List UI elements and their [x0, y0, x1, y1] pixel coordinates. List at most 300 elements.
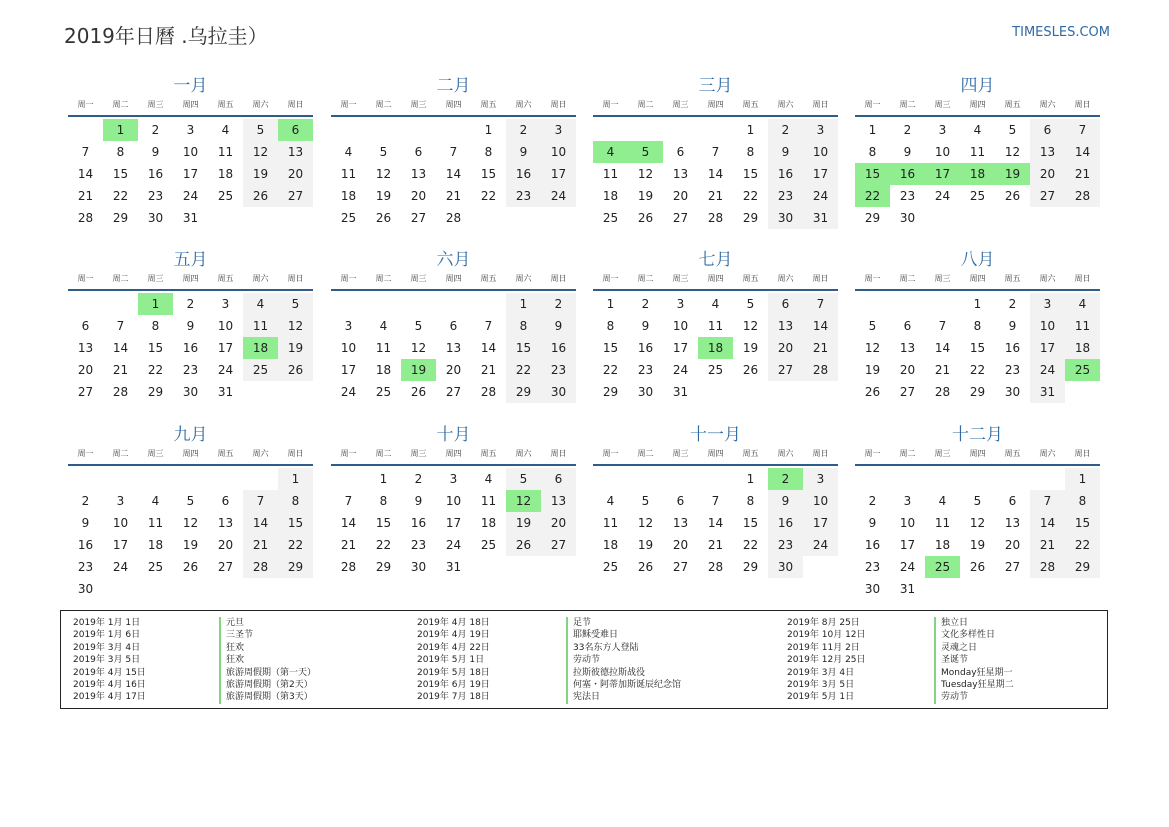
day-cell[interactable]: 4	[711, 297, 720, 311]
day-cell[interactable]: 30	[637, 385, 654, 399]
day-cell[interactable]: 13	[445, 341, 462, 355]
day-cell[interactable]: 5	[243, 119, 278, 141]
day-cell[interactable]: 19	[506, 512, 541, 534]
day-cell[interactable]: 3	[221, 297, 230, 311]
day-cell[interactable]: 1	[278, 468, 313, 490]
day-cell[interactable]: 11	[243, 315, 278, 337]
day-cell[interactable]: 9	[768, 490, 803, 512]
day-cell[interactable]: 20	[768, 337, 803, 359]
day-cell[interactable]: 14	[1030, 512, 1065, 534]
day-cell[interactable]: 18	[602, 538, 619, 552]
holiday-day-cell[interactable]: 4	[593, 141, 628, 163]
day-cell[interactable]: 24	[803, 185, 838, 207]
day-cell[interactable]: 24	[803, 534, 838, 556]
day-cell[interactable]: 14	[77, 167, 94, 181]
day-cell[interactable]: 5	[746, 297, 755, 311]
day-cell[interactable]: 19	[969, 538, 986, 552]
day-cell[interactable]: 30	[410, 560, 427, 574]
day-cell[interactable]: 15	[742, 167, 759, 181]
day-cell[interactable]: 3	[903, 494, 912, 508]
day-cell[interactable]: 24	[672, 363, 689, 377]
day-cell[interactable]: 6	[1030, 119, 1065, 141]
day-cell[interactable]: 17	[445, 516, 462, 530]
day-cell[interactable]: 2	[186, 297, 195, 311]
day-cell[interactable]: 31	[899, 582, 916, 596]
day-cell[interactable]: 4	[344, 145, 353, 159]
day-cell[interactable]: 28	[1030, 556, 1065, 578]
day-cell[interactable]: 29	[742, 560, 759, 574]
day-cell[interactable]: 28	[707, 211, 724, 225]
day-cell[interactable]: 11	[480, 494, 497, 508]
day-cell[interactable]: 2	[541, 293, 576, 315]
day-cell[interactable]: 22	[147, 363, 164, 377]
day-cell[interactable]: 16	[77, 538, 94, 552]
day-cell[interactable]: 7	[711, 494, 720, 508]
day-cell[interactable]: 25	[217, 189, 234, 203]
day-cell[interactable]: 25	[969, 189, 986, 203]
day-cell[interactable]: 27	[1004, 560, 1021, 574]
day-cell[interactable]: 2	[903, 123, 912, 137]
day-cell[interactable]: 22	[278, 534, 313, 556]
day-cell[interactable]: 2	[506, 119, 541, 141]
day-cell[interactable]: 11	[602, 516, 619, 530]
day-cell[interactable]: 17	[340, 363, 357, 377]
day-cell[interactable]: 16	[506, 163, 541, 185]
day-cell[interactable]: 27	[217, 560, 234, 574]
day-cell[interactable]: 7	[243, 490, 278, 512]
holiday-day-cell[interactable]: 17	[925, 163, 960, 185]
day-cell[interactable]: 12	[243, 141, 278, 163]
day-cell[interactable]: 3	[938, 123, 947, 137]
day-cell[interactable]: 5	[868, 319, 877, 333]
day-cell[interactable]: 13	[217, 516, 234, 530]
day-cell[interactable]: 22	[375, 538, 392, 552]
holiday-day-cell[interactable]: 22	[855, 185, 890, 207]
day-cell[interactable]: 23	[768, 185, 803, 207]
day-cell[interactable]: 28	[77, 211, 94, 225]
day-cell[interactable]: 28	[112, 385, 129, 399]
day-cell[interactable]: 29	[742, 211, 759, 225]
day-cell[interactable]: 13	[541, 490, 576, 512]
day-cell[interactable]: 10	[672, 319, 689, 333]
day-cell[interactable]: 15	[602, 341, 619, 355]
day-cell[interactable]: 16	[147, 167, 164, 181]
day-cell[interactable]: 9	[768, 141, 803, 163]
day-cell[interactable]: 18	[1065, 337, 1100, 359]
day-cell[interactable]: 28	[707, 560, 724, 574]
day-cell[interactable]: 28	[340, 560, 357, 574]
day-cell[interactable]: 7	[1030, 490, 1065, 512]
day-cell[interactable]: 6	[768, 293, 803, 315]
day-cell[interactable]: 17	[182, 167, 199, 181]
day-cell[interactable]: 6	[221, 494, 230, 508]
day-cell[interactable]: 21	[803, 337, 838, 359]
day-cell[interactable]: 24	[1030, 359, 1065, 381]
day-cell[interactable]: 19	[742, 341, 759, 355]
day-cell[interactable]: 21	[707, 538, 724, 552]
day-cell[interactable]: 8	[484, 145, 493, 159]
day-cell[interactable]: 31	[182, 211, 199, 225]
day-cell[interactable]: 22	[506, 359, 541, 381]
day-cell[interactable]: 22	[602, 363, 619, 377]
day-cell[interactable]: 15	[480, 167, 497, 181]
day-cell[interactable]: 8	[379, 494, 388, 508]
day-cell[interactable]: 7	[1065, 119, 1100, 141]
day-cell[interactable]: 2	[768, 119, 803, 141]
holiday-day-cell[interactable]: 19	[995, 163, 1030, 185]
day-cell[interactable]: 30	[864, 582, 881, 596]
day-cell[interactable]: 21	[934, 363, 951, 377]
day-cell[interactable]: 12	[1004, 145, 1021, 159]
day-cell[interactable]: 18	[602, 189, 619, 203]
day-cell[interactable]: 2	[414, 472, 423, 486]
day-cell[interactable]: 3	[541, 119, 576, 141]
day-cell[interactable]: 28	[1065, 185, 1100, 207]
day-cell[interactable]: 16	[182, 341, 199, 355]
day-cell[interactable]: 29	[147, 385, 164, 399]
day-cell[interactable]: 17	[803, 163, 838, 185]
day-cell[interactable]: 14	[340, 516, 357, 530]
day-cell[interactable]: 27	[672, 560, 689, 574]
day-cell[interactable]: 21	[480, 363, 497, 377]
day-cell[interactable]: 14	[1065, 141, 1100, 163]
day-cell[interactable]: 18	[480, 516, 497, 530]
day-cell[interactable]: 9	[506, 141, 541, 163]
day-cell[interactable]: 26	[969, 560, 986, 574]
day-cell[interactable]: 1	[506, 293, 541, 315]
day-cell[interactable]: 15	[278, 512, 313, 534]
day-cell[interactable]: 4	[151, 494, 160, 508]
day-cell[interactable]: 31	[1030, 381, 1065, 403]
day-cell[interactable]: 23	[899, 189, 916, 203]
day-cell[interactable]: 24	[217, 363, 234, 377]
day-cell[interactable]: 1	[868, 123, 877, 137]
day-cell[interactable]: 16	[1004, 341, 1021, 355]
day-cell[interactable]: 26	[1004, 189, 1021, 203]
day-cell[interactable]: 8	[746, 494, 755, 508]
holiday-day-cell[interactable]: 25	[1065, 359, 1100, 381]
day-cell[interactable]: 6	[676, 494, 685, 508]
day-cell[interactable]: 20	[1030, 163, 1065, 185]
day-cell[interactable]: 22	[1065, 534, 1100, 556]
site-link[interactable]: TIMESLES.COM	[1012, 25, 1110, 40]
day-cell[interactable]: 27	[768, 359, 803, 381]
day-cell[interactable]: 3	[803, 468, 838, 490]
day-cell[interactable]: 26	[637, 211, 654, 225]
day-cell[interactable]: 21	[1065, 163, 1100, 185]
day-cell[interactable]: 10	[899, 516, 916, 530]
day-cell[interactable]: 13	[410, 167, 427, 181]
day-cell[interactable]: 2	[868, 494, 877, 508]
day-cell[interactable]: 4	[1065, 293, 1100, 315]
day-cell[interactable]: 24	[340, 385, 357, 399]
day-cell[interactable]: 5	[1008, 123, 1017, 137]
day-cell[interactable]: 9	[186, 319, 195, 333]
holiday-day-cell[interactable]: 12	[506, 490, 541, 512]
holiday-day-cell[interactable]: 16	[890, 163, 925, 185]
day-cell[interactable]: 6	[81, 319, 90, 333]
day-cell[interactable]: 26	[864, 385, 881, 399]
day-cell[interactable]: 28	[934, 385, 951, 399]
day-cell[interactable]: 29	[864, 211, 881, 225]
day-cell[interactable]: 2	[1008, 297, 1017, 311]
holiday-day-cell[interactable]: 2	[768, 468, 803, 490]
day-cell[interactable]: 22	[742, 189, 759, 203]
day-cell[interactable]: 21	[340, 538, 357, 552]
day-cell[interactable]: 12	[375, 167, 392, 181]
holiday-day-cell[interactable]: 18	[698, 337, 733, 359]
day-cell[interactable]: 14	[243, 512, 278, 534]
day-cell[interactable]: 23	[77, 560, 94, 574]
day-cell[interactable]: 25	[602, 560, 619, 574]
day-cell[interactable]: 10	[445, 494, 462, 508]
day-cell[interactable]: 5	[506, 468, 541, 490]
day-cell[interactable]: 18	[375, 363, 392, 377]
day-cell[interactable]: 4	[484, 472, 493, 486]
day-cell[interactable]: 13	[672, 167, 689, 181]
day-cell[interactable]: 4	[379, 319, 388, 333]
day-cell[interactable]: 19	[637, 189, 654, 203]
day-cell[interactable]: 23	[182, 363, 199, 377]
holiday-day-cell[interactable]: 19	[401, 359, 436, 381]
day-cell[interactable]: 16	[410, 516, 427, 530]
day-cell[interactable]: 13	[1004, 516, 1021, 530]
day-cell[interactable]: 21	[243, 534, 278, 556]
day-cell[interactable]: 16	[541, 337, 576, 359]
day-cell[interactable]: 22	[969, 363, 986, 377]
day-cell[interactable]: 25	[480, 538, 497, 552]
day-cell[interactable]: 29	[602, 385, 619, 399]
day-cell[interactable]: 16	[637, 341, 654, 355]
day-cell[interactable]: 19	[375, 189, 392, 203]
day-cell[interactable]: 15	[147, 341, 164, 355]
day-cell[interactable]: 20	[77, 363, 94, 377]
day-cell[interactable]: 25	[243, 359, 278, 381]
day-cell[interactable]: 30	[768, 556, 803, 578]
day-cell[interactable]: 10	[1030, 315, 1065, 337]
day-cell[interactable]: 27	[77, 385, 94, 399]
day-cell[interactable]: 8	[116, 145, 125, 159]
day-cell[interactable]: 21	[77, 189, 94, 203]
day-cell[interactable]: 11	[375, 341, 392, 355]
day-cell[interactable]: 26	[375, 211, 392, 225]
day-cell[interactable]: 9	[414, 494, 423, 508]
day-cell[interactable]: 29	[375, 560, 392, 574]
day-cell[interactable]: 20	[278, 163, 313, 185]
day-cell[interactable]: 17	[541, 163, 576, 185]
day-cell[interactable]: 19	[243, 163, 278, 185]
day-cell[interactable]: 29	[506, 381, 541, 403]
day-cell[interactable]: 5	[641, 494, 650, 508]
day-cell[interactable]: 7	[938, 319, 947, 333]
day-cell[interactable]: 1	[484, 123, 493, 137]
day-cell[interactable]: 13	[278, 141, 313, 163]
day-cell[interactable]: 2	[641, 297, 650, 311]
day-cell[interactable]: 12	[278, 315, 313, 337]
day-cell[interactable]: 18	[934, 538, 951, 552]
day-cell[interactable]: 30	[77, 582, 94, 596]
day-cell[interactable]: 23	[637, 363, 654, 377]
day-cell[interactable]: 10	[541, 141, 576, 163]
day-cell[interactable]: 9	[1008, 319, 1017, 333]
day-cell[interactable]: 11	[217, 145, 234, 159]
day-cell[interactable]: 25	[375, 385, 392, 399]
day-cell[interactable]: 13	[1030, 141, 1065, 163]
day-cell[interactable]: 11	[147, 516, 164, 530]
day-cell[interactable]: 27	[541, 534, 576, 556]
day-cell[interactable]: 25	[602, 211, 619, 225]
day-cell[interactable]: 5	[414, 319, 423, 333]
day-cell[interactable]: 14	[480, 341, 497, 355]
day-cell[interactable]: 18	[217, 167, 234, 181]
day-cell[interactable]: 28	[803, 359, 838, 381]
day-cell[interactable]: 18	[147, 538, 164, 552]
day-cell[interactable]: 20	[217, 538, 234, 552]
day-cell[interactable]: 17	[112, 538, 129, 552]
day-cell[interactable]: 6	[676, 145, 685, 159]
day-cell[interactable]: 30	[147, 211, 164, 225]
day-cell[interactable]: 23	[506, 185, 541, 207]
day-cell[interactable]: 15	[506, 337, 541, 359]
day-cell[interactable]: 26	[506, 534, 541, 556]
day-cell[interactable]: 9	[81, 516, 90, 530]
day-cell[interactable]: 23	[768, 534, 803, 556]
day-cell[interactable]: 14	[112, 341, 129, 355]
day-cell[interactable]: 19	[278, 337, 313, 359]
day-cell[interactable]: 6	[541, 468, 576, 490]
day-cell[interactable]: 3	[186, 123, 195, 137]
day-cell[interactable]: 22	[742, 538, 759, 552]
day-cell[interactable]: 8	[746, 145, 755, 159]
day-cell[interactable]: 2	[151, 123, 160, 137]
day-cell[interactable]: 17	[217, 341, 234, 355]
holiday-day-cell[interactable]: 18	[960, 163, 995, 185]
day-cell[interactable]: 30	[768, 207, 803, 229]
day-cell[interactable]: 8	[606, 319, 615, 333]
day-cell[interactable]: 17	[1030, 337, 1065, 359]
day-cell[interactable]: 5	[278, 293, 313, 315]
day-cell[interactable]: 5	[379, 145, 388, 159]
day-cell[interactable]: 7	[81, 145, 90, 159]
day-cell[interactable]: 11	[934, 516, 951, 530]
day-cell[interactable]: 31	[672, 385, 689, 399]
day-cell[interactable]: 7	[711, 145, 720, 159]
day-cell[interactable]: 6	[1008, 494, 1017, 508]
day-cell[interactable]: 5	[973, 494, 982, 508]
day-cell[interactable]: 23	[147, 189, 164, 203]
day-cell[interactable]: 1	[746, 123, 755, 137]
day-cell[interactable]: 15	[375, 516, 392, 530]
day-cell[interactable]: 23	[864, 560, 881, 574]
day-cell[interactable]: 7	[116, 319, 125, 333]
day-cell[interactable]: 9	[541, 315, 576, 337]
day-cell[interactable]: 27	[1030, 185, 1065, 207]
day-cell[interactable]: 20	[672, 538, 689, 552]
day-cell[interactable]: 14	[445, 167, 462, 181]
day-cell[interactable]: 14	[934, 341, 951, 355]
day-cell[interactable]: 25	[147, 560, 164, 574]
day-cell[interactable]: 9	[151, 145, 160, 159]
day-cell[interactable]: 13	[77, 341, 94, 355]
day-cell[interactable]: 12	[864, 341, 881, 355]
day-cell[interactable]: 14	[707, 167, 724, 181]
day-cell[interactable]: 26	[410, 385, 427, 399]
day-cell[interactable]: 10	[803, 490, 838, 512]
day-cell[interactable]: 4	[973, 123, 982, 137]
day-cell[interactable]: 2	[81, 494, 90, 508]
day-cell[interactable]: 1	[379, 472, 388, 486]
holiday-day-cell[interactable]: 1	[138, 293, 173, 315]
day-cell[interactable]: 4	[606, 494, 615, 508]
day-cell[interactable]: 26	[637, 560, 654, 574]
day-cell[interactable]: 24	[112, 560, 129, 574]
day-cell[interactable]: 11	[969, 145, 986, 159]
day-cell[interactable]: 12	[182, 516, 199, 530]
day-cell[interactable]: 20	[410, 189, 427, 203]
day-cell[interactable]: 5	[186, 494, 195, 508]
day-cell[interactable]: 29	[278, 556, 313, 578]
day-cell[interactable]: 3	[449, 472, 458, 486]
day-cell[interactable]: 10	[182, 145, 199, 159]
day-cell[interactable]: 29	[112, 211, 129, 225]
day-cell[interactable]: 19	[637, 538, 654, 552]
day-cell[interactable]: 31	[217, 385, 234, 399]
day-cell[interactable]: 23	[541, 359, 576, 381]
day-cell[interactable]: 30	[899, 211, 916, 225]
day-cell[interactable]: 17	[899, 538, 916, 552]
holiday-day-cell[interactable]: 6	[278, 119, 313, 141]
day-cell[interactable]: 31	[445, 560, 462, 574]
day-cell[interactable]: 27	[278, 185, 313, 207]
day-cell[interactable]: 3	[1030, 293, 1065, 315]
day-cell[interactable]: 16	[864, 538, 881, 552]
day-cell[interactable]: 3	[116, 494, 125, 508]
day-cell[interactable]: 10	[217, 319, 234, 333]
day-cell[interactable]: 15	[112, 167, 129, 181]
day-cell[interactable]: 19	[182, 538, 199, 552]
day-cell[interactable]: 11	[1065, 315, 1100, 337]
day-cell[interactable]: 21	[445, 189, 462, 203]
day-cell[interactable]: 8	[1065, 490, 1100, 512]
day-cell[interactable]: 26	[182, 560, 199, 574]
day-cell[interactable]: 25	[707, 363, 724, 377]
day-cell[interactable]: 12	[637, 167, 654, 181]
day-cell[interactable]: 24	[541, 185, 576, 207]
day-cell[interactable]: 30	[541, 381, 576, 403]
day-cell[interactable]: 1	[973, 297, 982, 311]
day-cell[interactable]: 13	[899, 341, 916, 355]
day-cell[interactable]: 26	[278, 359, 313, 381]
day-cell[interactable]: 8	[868, 145, 877, 159]
day-cell[interactable]: 1	[1065, 468, 1100, 490]
day-cell[interactable]: 25	[340, 211, 357, 225]
day-cell[interactable]: 7	[344, 494, 353, 508]
day-cell[interactable]: 12	[969, 516, 986, 530]
day-cell[interactable]: 10	[340, 341, 357, 355]
day-cell[interactable]: 24	[445, 538, 462, 552]
day-cell[interactable]: 30	[1004, 385, 1021, 399]
day-cell[interactable]: 24	[934, 189, 951, 203]
day-cell[interactable]: 27	[445, 385, 462, 399]
day-cell[interactable]: 6	[414, 145, 423, 159]
day-cell[interactable]: 21	[707, 189, 724, 203]
day-cell[interactable]: 16	[768, 512, 803, 534]
day-cell[interactable]: 28	[243, 556, 278, 578]
day-cell[interactable]: 21	[112, 363, 129, 377]
day-cell[interactable]: 1	[746, 472, 755, 486]
day-cell[interactable]: 22	[112, 189, 129, 203]
day-cell[interactable]: 12	[637, 516, 654, 530]
